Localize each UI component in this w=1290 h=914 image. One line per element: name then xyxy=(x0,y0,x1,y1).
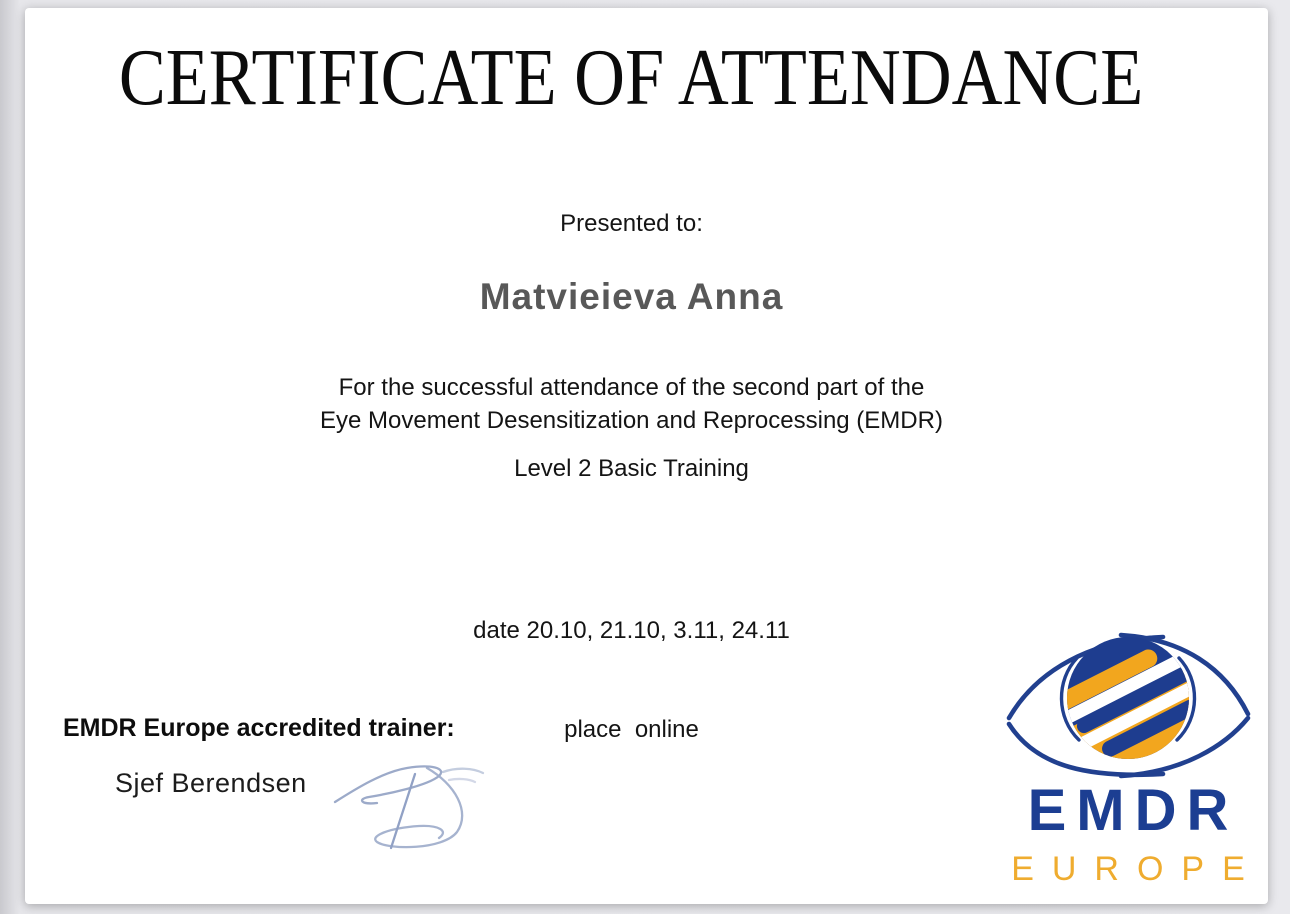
logo-text-europe: EUROPE xyxy=(1011,850,1263,888)
attendance-statement-line2: Eye Movement Desensitization and Reprocessing (EMDR) xyxy=(320,407,943,434)
emdr-europe-logo xyxy=(1003,620,1263,888)
logo-text-emdr: EMDR xyxy=(1027,778,1239,843)
place-line: place online xyxy=(564,716,699,743)
recipient-name: Matvieieva Anna xyxy=(479,276,784,317)
trainer-name: Sjef Berendsen xyxy=(115,768,307,798)
attendance-statement xyxy=(25,371,1238,437)
certificate-title-text: CERTIFICATE OF ATTENDANCE xyxy=(119,34,1144,122)
signature-icon xyxy=(331,746,491,854)
attendance-statement-line1: For the successful attendance of the second part of the xyxy=(338,374,925,401)
date-line: date 20.10, 21.10, 3.11, 24.11 xyxy=(473,617,790,644)
certificate-title xyxy=(25,34,1238,122)
course-name: Level 2 Basic Training xyxy=(514,455,749,482)
presented-to-label: Presented to: xyxy=(560,210,703,237)
trainer-label: EMDR Europe accredited trainer: xyxy=(63,714,455,742)
eye-logo-icon xyxy=(1003,620,1253,780)
certificate-page xyxy=(25,8,1268,904)
